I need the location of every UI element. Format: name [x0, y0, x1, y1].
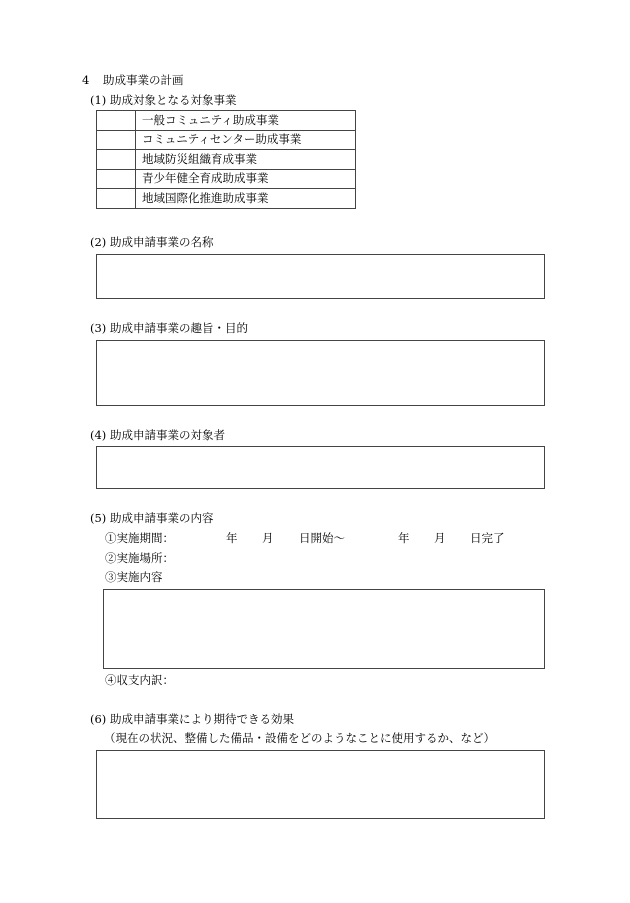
q1-label: (1) 助成対象となる対象事業 — [90, 93, 237, 107]
section-number: 4 — [82, 73, 90, 87]
category-label: 地域防災組織育成事業 — [136, 150, 356, 170]
place-label: ②実施場所： — [105, 551, 174, 565]
content-label: ③実施内容 — [105, 570, 163, 584]
q6-label: (6) 助成申請事業により期待できる効果 — [90, 712, 294, 726]
period-label: ①実施期間： — [105, 531, 174, 545]
category-checkbox[interactable] — [97, 189, 136, 209]
category-row — [97, 130, 356, 150]
budget-label: ④収支内訳： — [105, 673, 174, 687]
period-year-end: 年 — [398, 531, 410, 545]
q2-label: (2) 助成申請事業の名称 — [90, 235, 214, 249]
target-audience-field[interactable] — [96, 446, 545, 489]
period-year-start: 年 — [226, 531, 238, 545]
category-checkbox[interactable] — [97, 150, 136, 170]
category-checkbox[interactable] — [97, 169, 136, 189]
period-month-start: 月 — [262, 531, 274, 545]
q3-label: (3) 助成申請事業の趣旨・目的 — [90, 321, 248, 335]
expected-effect-field[interactable] — [96, 750, 545, 819]
content-field[interactable] — [103, 589, 545, 669]
category-label: 青少年健全育成助成事業 — [136, 169, 356, 189]
category-checkbox[interactable] — [97, 130, 136, 150]
category-label: コミュニティセンター助成事業 — [136, 130, 356, 150]
period-month-end: 月 — [434, 531, 446, 545]
project-name-field[interactable] — [96, 254, 545, 299]
category-label: 地域国際化推進助成事業 — [136, 189, 356, 209]
section-title: 助成事業の計画 — [103, 73, 184, 87]
category-row — [97, 189, 356, 209]
q6-note: （現在の状況、整備した備品・設備をどのようなことに使用するか、など） — [104, 731, 495, 745]
category-row — [97, 111, 356, 131]
category-table — [96, 110, 356, 209]
category-row — [97, 150, 356, 170]
period-end: 日完了 — [470, 531, 505, 545]
q5-label: (5) 助成申請事業の内容 — [90, 511, 214, 525]
category-row — [97, 169, 356, 189]
category-checkbox[interactable] — [97, 111, 136, 131]
q4-label: (4) 助成申請事業の対象者 — [90, 428, 225, 442]
category-label: 一般コミュニティ助成事業 — [136, 111, 356, 131]
purpose-field[interactable] — [96, 340, 545, 406]
period-start: 日開始～ — [299, 531, 345, 545]
